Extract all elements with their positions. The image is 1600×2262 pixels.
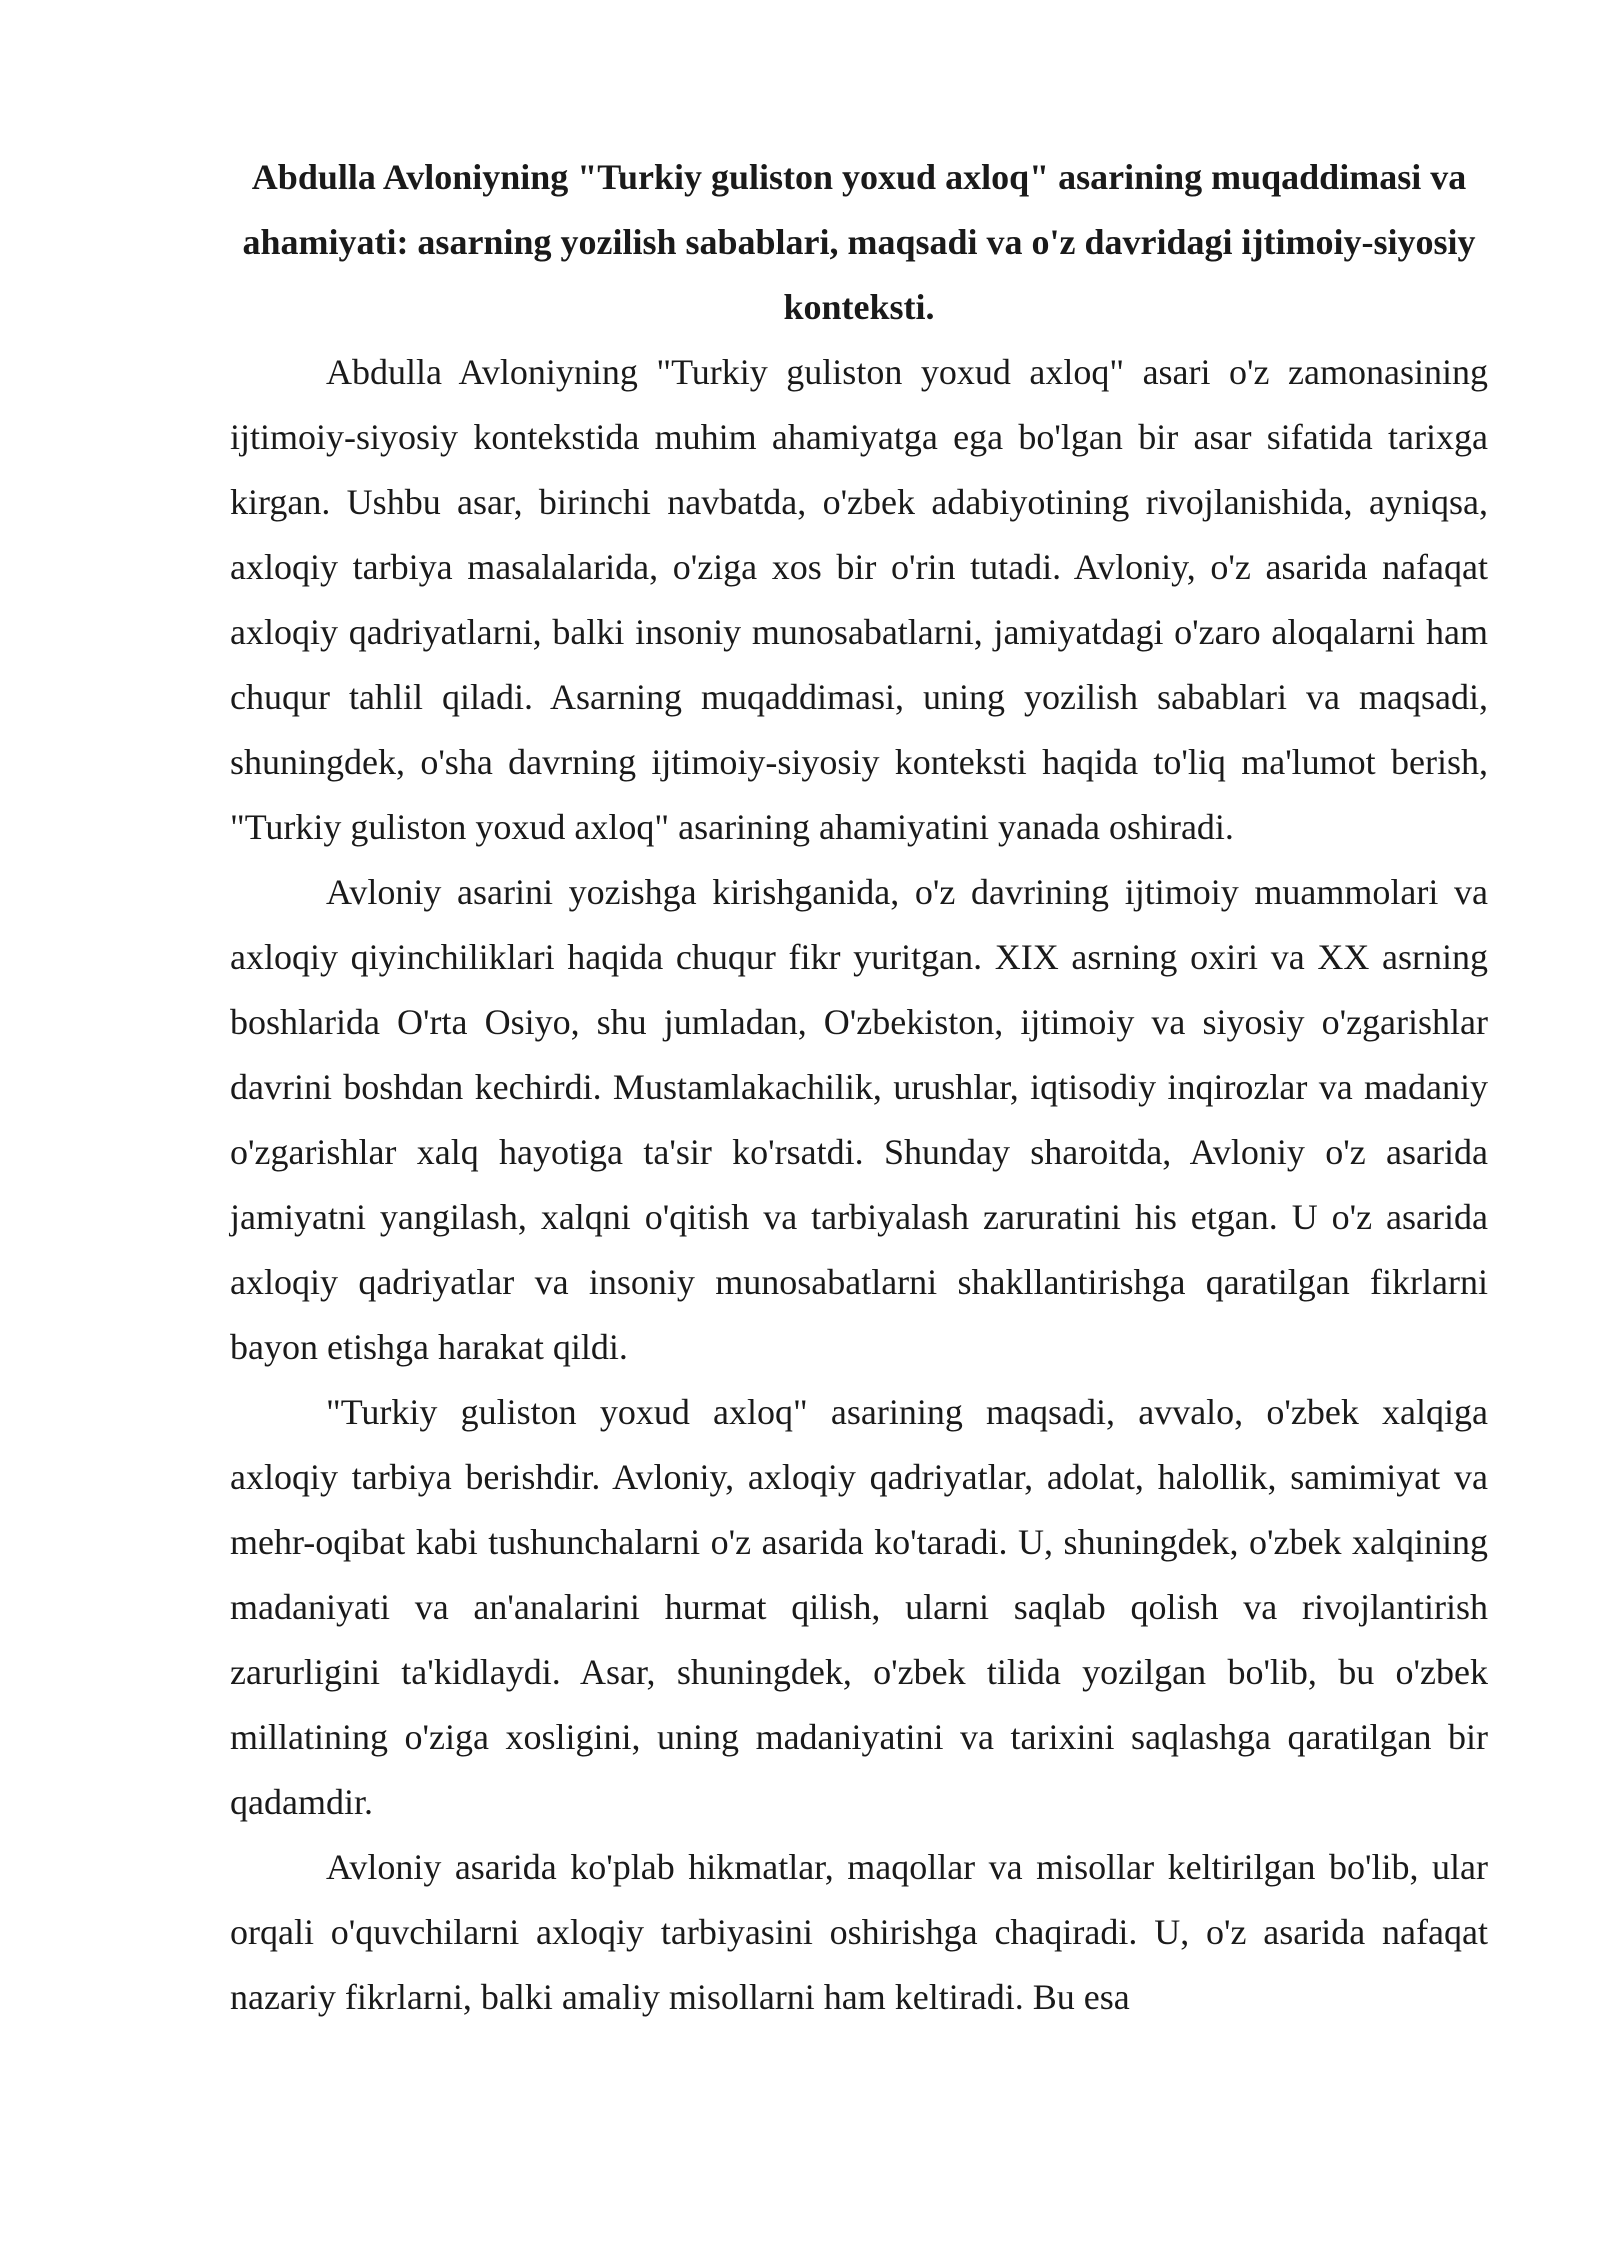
paragraph-3: "Turkiy guliston yoxud axloq" asarining maqsadi, avvalo, o'zbek xalqiga axloqiy tarbiya berishdir. Avloniy, axloqiy qadriyatlar, adolat, halollik, samimiyat va mehr-oqibat kabi tushunchalarni o'z asarida ko'taradi. U, shuningdek, o'zbek xalqining madaniyati va an'analarini hurmat qilish, ularni saqlab qolish va rivojlantirish zarurligini ta'kidlaydi. Asar, shuningdek, o'zbek tilida yozilgan bo'lib, bu o'zbek millatining o'ziga xosligini, uning madaniyatini va tarixini saqlashga qaratilgan bir qadamdir. [230,1392,1488,1822]
document-title: Abdulla Avloniyning "Turkiy guliston yoxud axloq" asarining muqaddimasi va ahamiyati: asarning yozilish sabablari, maqsadi va o'z davridagi ijtimoiy-siyosiy konteksti. [242,157,1476,327]
document-page [230,145,1488,2030]
paragraph-2: Avloniy asarini yozishga kirishganida, o'z davrining ijtimoiy muammolari va axloqiy qiyinchiliklari haqida chuqur fikr yuritgan. XIX asrning oxiri va XX asrning boshlarida O'rta Osiyo, shu jumladan, O'zbekiston, ijtimoiy va siyosiy o'zgarishlar davrini boshdan kechirdi. Mustamlakachilik, urushlar, iqtisodiy inqirozlar va madaniy o'zgarishlar xalq hayotiga ta'sir ko'rsatdi. Shunday sharoitda, Avloniy o'z asarida jamiyatni yangilash, xalqni o'qitish va tarbiyalash zaruratini his etgan. U o'z asarida axloqiy qadriyatlar va insoniy munosabatlarni shakllantirishga qaratilgan fikrlarni bayon etishga harakat qildi. [230,872,1488,1367]
paragraph-4: Avloniy asarida ko'plab hikmatlar, maqollar va misollar keltirilgan bo'lib, ular orqali o'quvchilarni axloqiy tarbiyasini oshirishga chaqiradi. U, o'z asarida nafaqat nazariy fikrlarni, balki amaliy misollarni ham keltiradi. Bu esa [230,1847,1488,2017]
paragraph-1: Abdulla Avloniyning "Turkiy guliston yoxud axloq" asari o'z zamonasining ijtimoiy-siyosiy kontekstida muhim ahamiyatga ega bo'lgan bir asar sifatida tarixga kirgan. Ushbu asar, birinchi navbatda, o'zbek adabiyotining rivojlanishida, ayniqsa, axloqiy tarbiya masalalarida, o'ziga xos bir o'rin tutadi. Avloniy, o'z asarida nafaqat axloqiy qadriyatlarni, balki insoniy munosabatlarni, jamiyatdagi o'zaro aloqalarni ham chuqur tahlil qiladi. Asarning muqaddimasi, uning yozilish sabablari va maqsadi, shuningdek, o'sha davrning ijtimoiy-siyosiy konteksti haqida to'liq ma'lumot berish, "Turkiy guliston yoxud axloq" asarining ahamiyatini yanada oshiradi. [230,352,1488,847]
